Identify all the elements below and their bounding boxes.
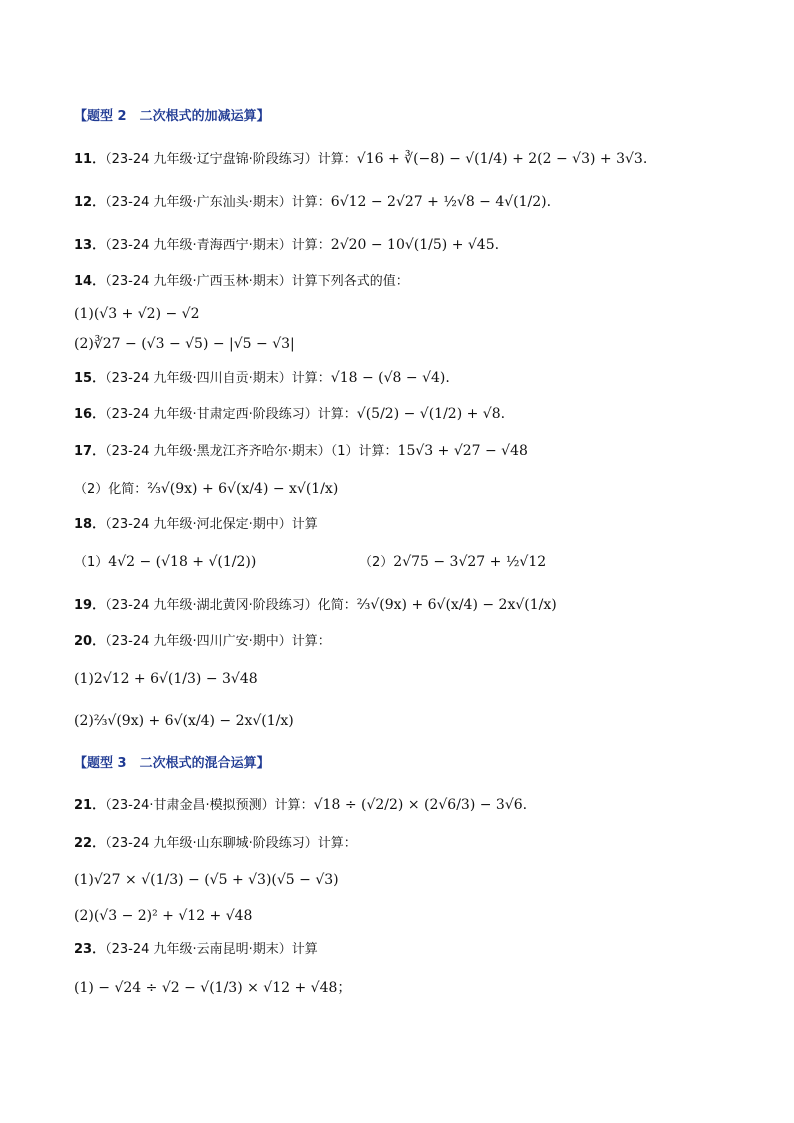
question-16 <box>74 405 505 424</box>
question-20-part-2 <box>74 712 294 731</box>
math-expression: 2√75 − 3√27 + ½√12 <box>393 554 547 570</box>
question-source: （23-24·甘肃金昌·模拟预测）计算： <box>105 798 314 813</box>
question-17-part-2 <box>74 480 338 499</box>
question-17 <box>74 442 528 461</box>
question-18 <box>74 516 318 534</box>
math-expression: (2)(√3 − 2)² + √12 + √48 <box>74 908 253 924</box>
question-number: 18． <box>74 517 106 532</box>
question-number: 13． <box>74 238 106 253</box>
question-number: 23． <box>74 942 106 957</box>
question-source: （23-24 九年级·四川自贡·期末）计算： <box>105 371 331 386</box>
question-number: 21． <box>74 798 106 813</box>
math-expression: (2)∛27 − (√3 − √5) − |√5 − √3| <box>74 336 295 352</box>
math-expression: (2)⅔√(9x) + 6√(x/4) − 2x√(1/x) <box>74 713 294 729</box>
question-18-parts <box>74 553 547 572</box>
math-expression: √18 ÷ (√2/2) × (2√6/3) − 3√6. <box>313 797 528 813</box>
math-expression: (1)√27 × √(1/3) − (√5 + √3)(√5 − √3) <box>74 872 339 888</box>
part-label: （2）化简： <box>74 482 148 497</box>
question-22 <box>74 835 357 853</box>
question-11 <box>74 150 647 169</box>
section-heading-3: 【题型 3 二次根式的混合运算】 <box>74 756 270 771</box>
math-expression: (1)(√3 + √2) − √2 <box>74 306 200 322</box>
question-23 <box>74 941 318 959</box>
question-source: （23-24 九年级·黑龙江齐齐哈尔·期末）（1）计算： <box>105 444 398 459</box>
question-20-part-1 <box>74 670 258 689</box>
math-expression: 2√20 − 10√(1/5) + √45. <box>330 237 500 253</box>
question-18-part-2 <box>359 553 546 572</box>
question-number: 12． <box>74 195 106 210</box>
math-expression: ⅔√(9x) + 6√(x/4) − x√(1/x) <box>147 481 339 497</box>
question-20 <box>74 633 331 651</box>
question-source: （23-24 九年级·甘肃定西·阶段练习）计算： <box>105 407 357 422</box>
question-number: 19． <box>74 598 106 613</box>
question-23-part-1 <box>74 979 351 998</box>
question-source: （23-24 九年级·广东汕头·期末）计算： <box>105 195 331 210</box>
question-21 <box>74 796 527 815</box>
question-source: （23-24 九年级·四川广安·期中）计算： <box>105 634 331 649</box>
question-22-part-2 <box>74 907 252 926</box>
math-expression: 6√12 − 2√27 + ½√8 − 4√(1/2). <box>330 194 552 210</box>
question-12 <box>74 193 551 212</box>
math-expression: √18 − (√8 − √4). <box>330 370 450 386</box>
question-15 <box>74 369 450 388</box>
question-14-part-2 <box>74 335 295 354</box>
question-number: 16． <box>74 407 106 422</box>
question-source: （23-24 九年级·广西玉林·期末）计算下列各式的值： <box>105 274 409 289</box>
question-22-part-1 <box>74 871 339 890</box>
question-source: （23-24 九年级·湖北黄冈·阶段练习）化简： <box>105 598 357 613</box>
math-expression: √16 + ∛(−8) − √(1/4) + 2(2 − √3) + 3√3. <box>356 151 648 167</box>
math-expression: 4√2 − (√18 + √(1/2)) <box>108 554 257 570</box>
question-source: （23-24 九年级·辽宁盘锦·阶段练习）计算： <box>105 152 357 167</box>
math-expression: ⅔√(9x) + 6√(x/4) − 2x√(1/x) <box>356 597 557 613</box>
part-label: （2） <box>359 555 394 570</box>
question-13 <box>74 236 499 255</box>
math-expression: (1)2√12 + 6√(1/3) − 3√48 <box>74 671 258 687</box>
question-14 <box>74 273 409 291</box>
math-expression: 15√3 + √27 − √48 <box>397 443 528 459</box>
question-number: 11． <box>74 152 106 167</box>
math-expression: (1) − √24 ÷ √2 − √(1/3) × √12 + √48； <box>74 980 352 996</box>
section-heading-2: 【题型 2 二次根式的加减运算】 <box>74 109 270 124</box>
question-source: （23-24 九年级·青海西宁·期末）计算： <box>105 238 331 253</box>
part-label: （1） <box>74 555 109 570</box>
math-expression: √(5/2) − √(1/2) + √8. <box>356 406 506 422</box>
question-number: 14． <box>74 274 106 289</box>
question-source: （23-24 九年级·云南昆明·期末）计算 <box>105 942 318 957</box>
question-source: （23-24 九年级·山东聊城·阶段练习）计算： <box>105 836 357 851</box>
question-19 <box>74 596 557 615</box>
question-number: 17． <box>74 444 106 459</box>
question-number: 22． <box>74 836 106 851</box>
question-14-part-1 <box>74 305 200 324</box>
question-source: （23-24 九年级·河北保定·期中）计算 <box>105 517 318 532</box>
question-number: 15． <box>74 371 106 386</box>
question-number: 20． <box>74 634 106 649</box>
